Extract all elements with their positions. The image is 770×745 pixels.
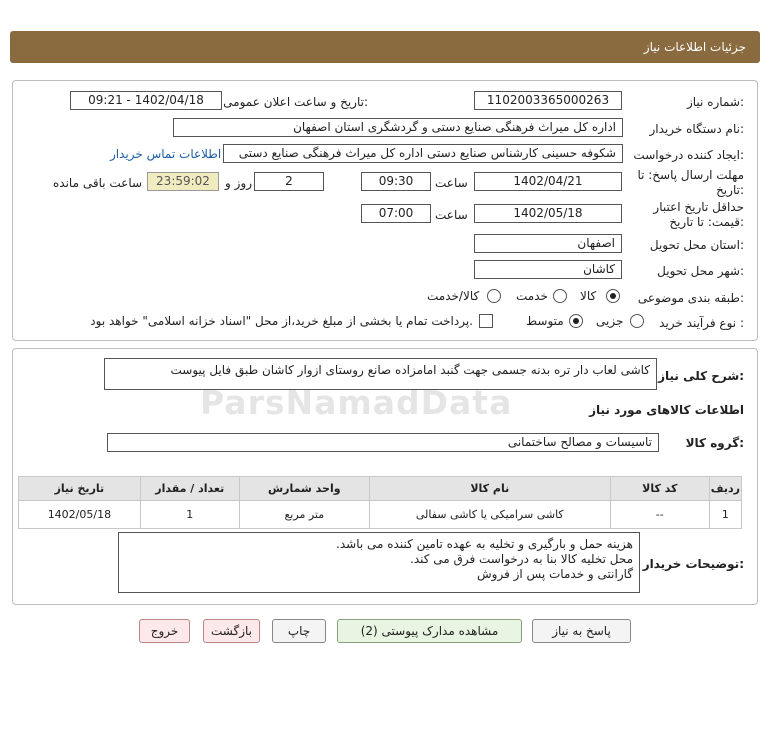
col-code: کد کالا: [610, 477, 709, 501]
col-name: نام کالا: [369, 477, 610, 501]
validity-label: حداقل تاریخ اعتبار: [653, 200, 744, 214]
process-radio-minor[interactable]: [630, 314, 644, 328]
category-goods-service-label: کالا/خدمت: [427, 289, 480, 303]
category-radio-goods[interactable]: [606, 289, 620, 303]
contact-buyer-link[interactable]: اطلاعات تماس خریدار: [110, 147, 222, 161]
buyer-note-line: هزینه حمل و بارگیری و تخلیه به عهده تامین کننده می باشد.: [336, 537, 633, 551]
category-service-label: خدمت: [516, 289, 548, 303]
cell-name: کاشی سرامیکی یا کاشی سفالی: [369, 501, 610, 529]
cell-date: 1402/05/18: [19, 501, 141, 529]
category-radio-goods-service[interactable]: [487, 289, 501, 303]
creator-label: ایجاد کننده درخواست:: [633, 148, 744, 162]
deadline-date-field: 1402/04/21: [474, 172, 622, 191]
days-field: 2: [254, 172, 324, 191]
deadline-label: مهلت ارسال پاسخ: تا: [637, 168, 744, 182]
buyer-notes-field: [118, 532, 640, 593]
cell-row: 1: [709, 501, 741, 529]
announce-label: تاریخ و ساعت اعلان عمومی:: [223, 95, 368, 109]
need-number-label: شماره نیاز:: [686, 95, 744, 109]
panel-header: [10, 31, 760, 63]
validity-time-label: ساعت: [435, 208, 468, 222]
need-number-field: 1102003365000263: [474, 91, 622, 110]
process-radio-medium[interactable]: [569, 314, 583, 328]
cell-qty: 1: [140, 501, 239, 529]
summary-field: کاشی لعاب دار تره بدنه جسمی جهت گنبد امامزاده صانع روستای ازوار کاشان طبق فایل پیوست: [104, 358, 657, 390]
city-field: کاشان: [474, 260, 622, 279]
cell-code: --: [610, 501, 709, 529]
category-goods-label: کالا: [580, 289, 597, 303]
process-minor-label: جزیی: [596, 314, 624, 328]
attachments-button[interactable]: مشاهده مدارک پیوستی (2): [337, 619, 522, 643]
deadline-label-date: تاریخ:: [716, 183, 744, 197]
announce-field: 1402/04/18 - 09:21: [70, 91, 222, 110]
validity-date-field: 1402/05/18: [474, 204, 622, 223]
process-medium-label: متوسط: [526, 314, 564, 328]
goods-section-title: اطلاعات کالاهای مورد نیاز: [589, 403, 744, 417]
buyer-org-field: اداره کل میراث فرهنگی صنایع دستی و گردشگری استان اصفهان: [173, 118, 623, 137]
col-qty: تعداد / مقدار: [140, 477, 239, 501]
summary-label: شرح کلی نیاز:: [658, 369, 744, 383]
remaining-label: ساعت باقی مانده: [53, 176, 143, 190]
city-label: شهر محل تحویل:: [657, 264, 744, 278]
buyer-note-line: گارانتی و خدمات پس از فروش: [477, 567, 633, 581]
category-radio-service[interactable]: [553, 289, 567, 303]
col-date: تاریخ نیاز: [19, 477, 141, 501]
buyer-note-line: محل تخلیه کالا بنا به درخواست فرق می کند.: [410, 552, 633, 566]
category-label: طبقه بندی موضوعی:: [637, 291, 744, 305]
days-label: روز و: [225, 176, 252, 190]
reply-button[interactable]: پاسخ به نیاز: [532, 619, 631, 643]
remaining-time-field: 23:59:02: [147, 172, 219, 191]
exit-button[interactable]: خروج: [139, 619, 190, 643]
payment-note: پرداخت تمام یا بخشی از مبلغ خرید،از محل "اسناد خزانه اسلامی" خواهد بود.: [90, 314, 473, 328]
goods-table-header: [19, 477, 742, 501]
process-label: نوع فرآیند خرید :: [659, 316, 744, 330]
cell-unit: متر مربع: [239, 501, 369, 529]
province-label: استان محل تحویل:: [649, 238, 744, 252]
goods-group-label: گروه کالا:: [685, 436, 744, 450]
col-unit: واحد شمارش: [239, 477, 369, 501]
panel-title: جزئیات اطلاعات نیاز: [643, 40, 746, 54]
validity-time-field: 07:00: [361, 204, 431, 223]
deadline-time-label: ساعت: [435, 176, 468, 190]
table-row: [19, 501, 742, 529]
print-button[interactable]: چاپ: [272, 619, 326, 643]
buyer-org-label: نام دستگاه خریدار:: [649, 122, 744, 136]
treasury-payment-checkbox[interactable]: [479, 314, 493, 328]
deadline-time-field: 09:30: [361, 172, 431, 191]
creator-field: شکوفه حسینی کارشناس صنایع دستی اداره کل میراث فرهنگی صنایع دستی: [223, 144, 623, 163]
province-field: اصفهان: [474, 234, 622, 253]
buyer-notes-label: توضیحات خریدار:: [642, 557, 744, 571]
col-row: ردیف: [709, 477, 741, 501]
goods-group-field: تاسیسات و مصالح ساختمانی: [107, 433, 659, 452]
validity-label-date: قیمت: تا تاریخ:: [669, 215, 744, 229]
back-button[interactable]: بازگشت: [203, 619, 260, 643]
goods-table: [18, 476, 742, 529]
